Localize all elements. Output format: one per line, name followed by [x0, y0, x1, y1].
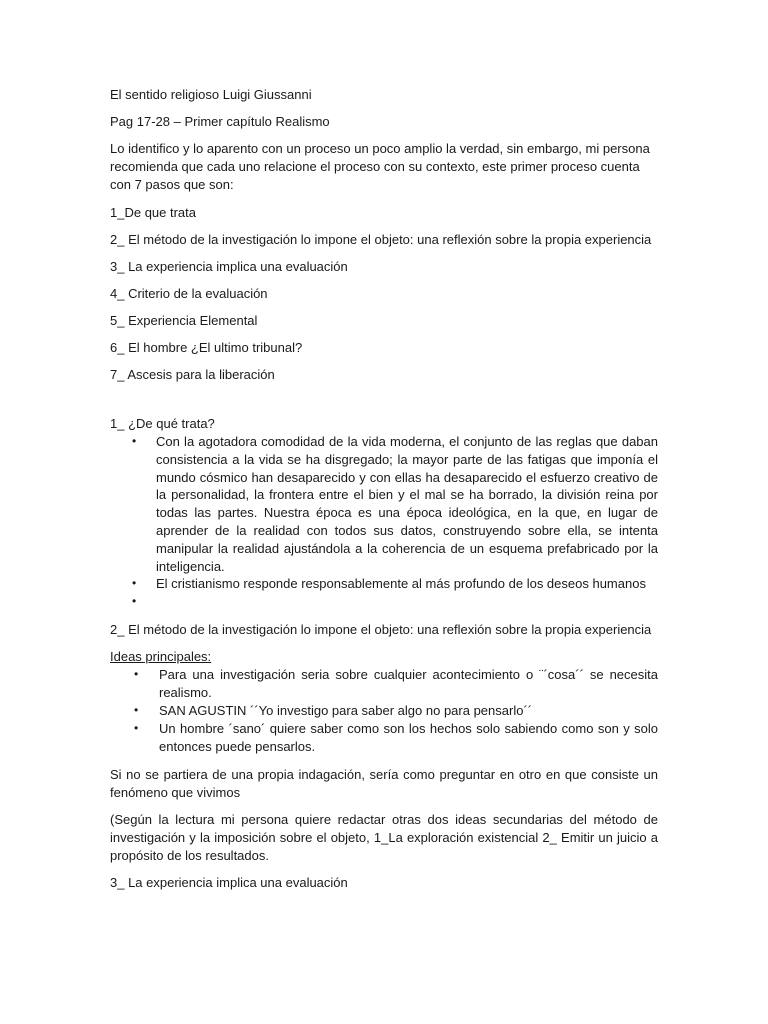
bullet-text: El cristianismo responde responsablemente al más profundo de los deseos humanos: [156, 576, 646, 592]
step-item-6: 6_ El hombre ¿El ultimo tribunal?: [110, 340, 303, 355]
list-item: [110, 720, 658, 756]
section-2-subheading: Ideas principales:: [110, 649, 212, 665]
bullet-text: Con la agotadora comodidad de la vida moderna, el conjunto de las reglas que daban consistencia a la vida se ha disgregado; la mayor parte de las fatigas que imponía el mundo cósmico han desaparecido y con ellas ha desaparecido el esfuerzo creativo de la personalidad, la frontera entre el bien y el mal se ha borrado, la división reina por todas las partes. Nuestra época es una época ideológica, en la que, en lugar de aprender de la realidad con todos sus datos, construyendo sobre ella, se intenta manipular la realidad ajustándola a la coherencia de un esquema prefabricado por la inteligencia.: [156, 434, 658, 574]
section-2-paragraph-1: Si no se partiera de una propia indagación, sería como preguntar en otro en que consiste un fenómeno que vivimos: [110, 766, 658, 800]
bullet-icon: •: [132, 576, 137, 591]
list-item: [110, 433, 658, 575]
step-item-5: 5_ Experiencia Elemental: [110, 313, 258, 328]
step-item-2: 2_ El método de la investigación lo impone el objeto: una reflexión sobre la propia experiencia: [110, 232, 652, 247]
intro-paragraph: Lo identifico y lo aparento con un proceso un poco amplio la verdad, sin embargo, mi persona recomienda que cada uno relacione el proceso con su contexto, este primer proceso cuenta con 7 pasos que son:: [110, 141, 650, 192]
section-1-heading: 1_ ¿De qué trata?: [110, 416, 215, 431]
section-2-heading: 2_ El método de la investigación lo impone el objeto: una reflexión sobre la propia experiencia: [110, 622, 652, 638]
bullet-text: [156, 593, 658, 611]
section-1-bullet-list: [110, 433, 658, 611]
step-item-4: 4_ Criterio de la evaluación: [110, 286, 268, 301]
bullet-text: Un hombre ´sano´ quiere saber como son los hechos solo sabiendo como son y solo entonces puede pensarlos.: [159, 720, 658, 754]
bullet-icon: •: [134, 667, 139, 682]
section-2-paragraph-2: (Según la lectura mi persona quiere redactar otras dos ideas secundarias del método de investigación y la imposición sobre el objeto, 1_La exploración existencial 2_ Emitir un juicio a propósito de los resultados.: [110, 811, 658, 863]
bullet-icon: •: [134, 702, 139, 717]
bullet-icon: •: [134, 720, 139, 735]
list-item: [110, 593, 658, 611]
page-range-line: Pag 17-28 – Primer capítulo Realismo: [110, 114, 330, 129]
bullet-icon: •: [132, 434, 137, 448]
step-item-7: 7_ Ascesis para la liberación: [110, 367, 275, 382]
list-item: [110, 575, 658, 593]
section-2-bullet-list: [110, 666, 658, 755]
step-item-3: 3_ La experiencia implica una evaluación: [110, 259, 348, 274]
bullet-text: SAN AGUSTIN ´´Yo investigo para saber algo no para pensarlo´´: [159, 702, 533, 718]
bullet-icon: •: [132, 594, 137, 609]
bullet-text: Para una investigación seria sobre cualquier acontecimiento o ¨´cosa´´ se necesita realismo.: [159, 667, 658, 701]
section-3-heading: 3_ La experiencia implica una evaluación: [110, 874, 348, 890]
document-body: [110, 86, 658, 892]
step-item-1: 1_De que trata: [110, 205, 197, 220]
document-title: El sentido religioso Luigi Giussanni: [110, 87, 312, 102]
list-item: [110, 666, 658, 702]
list-item: [110, 702, 658, 720]
